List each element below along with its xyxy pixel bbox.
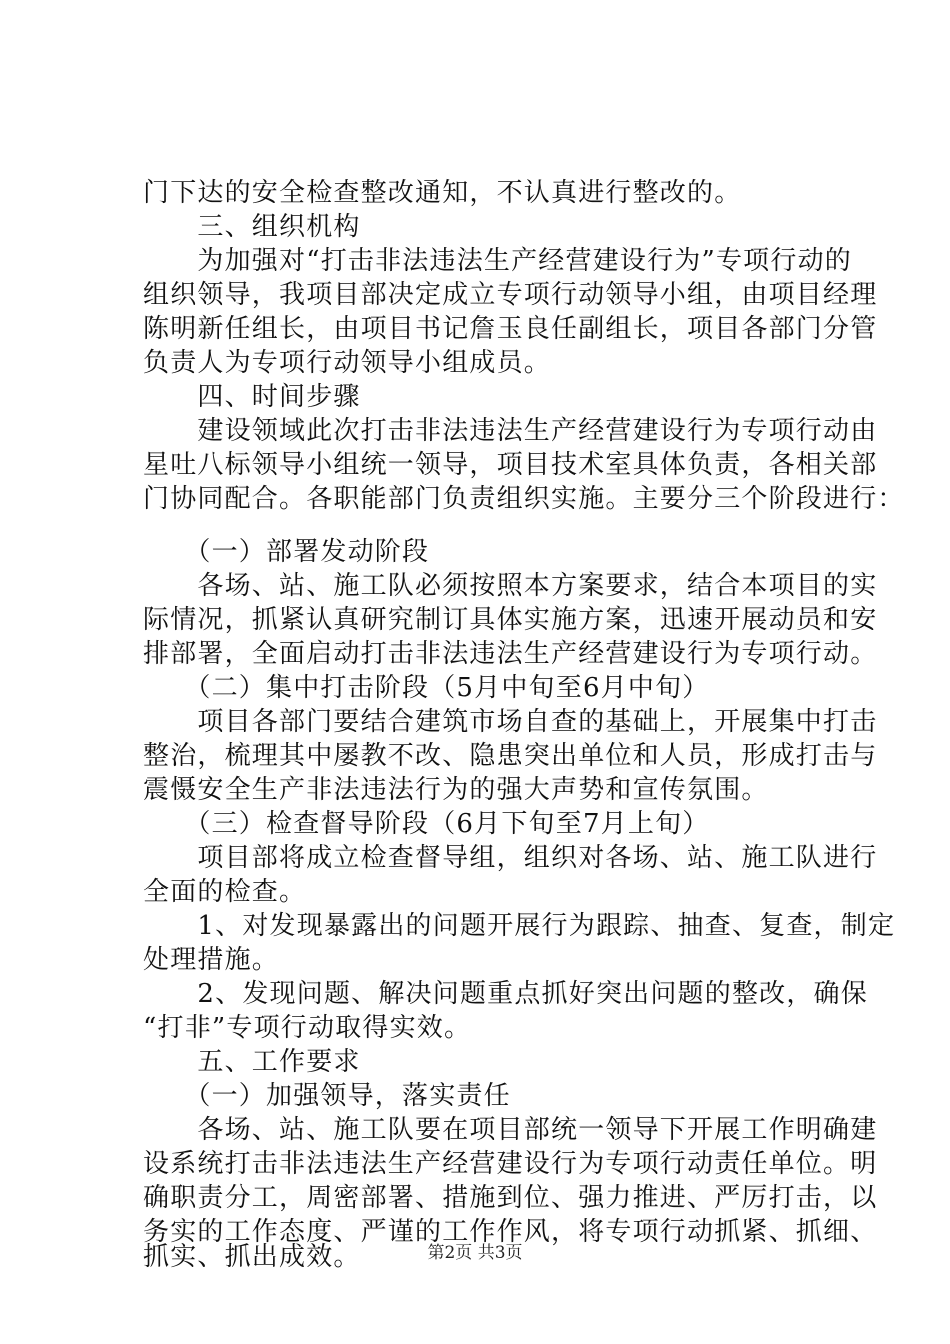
subsection-heading: （三）检查督导阶段（6月下旬至7月上旬）: [143, 809, 710, 839]
text-line: 排部署，全面启动打击非法违法生产经营建设行为专项行动。: [143, 639, 878, 669]
text-line: “打非”专项行动取得实效。: [143, 1013, 472, 1043]
subsection-heading: （一）部署发动阶段: [143, 537, 430, 567]
text-line: 各场、站、施工队要在项目部统一领导下开展工作明确建: [143, 1115, 878, 1145]
text-line: 门协同配合。各职能部门负责组织实施。主要分三个阶段进行：: [143, 484, 905, 514]
text-line: 全面的检查。: [143, 877, 307, 907]
section-heading: 三、组织机构: [143, 212, 361, 242]
text-line: 际情况，抓紧认真研究制订具体实施方案，迅速开展动员和安: [143, 605, 878, 635]
text-line: 务实的工作态度、严谨的工作作风，将专项行动抓紧、抓细、: [143, 1217, 878, 1247]
text-line: 星吐八标领导小组统一领导，项目技术室具体负责，各相关部: [143, 450, 878, 480]
text-line: 项目各部门要结合建筑市场自查的基础上，开展集中打击: [143, 707, 878, 737]
text-line: 处理措施。: [143, 945, 280, 975]
subsection-heading: （二）集中打击阶段（5月中旬至6月中旬）: [143, 673, 710, 703]
text-line: 抓实、抓出成效。: [143, 1242, 361, 1272]
section-heading: 四、时间步骤: [143, 382, 361, 412]
page-number: 第2页 共3页: [427, 1243, 523, 1263]
list-item: 1、对发现暴露出的问题开展行为跟踪、抽查、复查，制定: [143, 911, 896, 941]
text-line: 组织领导，我项目部决定成立专项行动领导小组，由项目经理: [143, 280, 878, 310]
section-heading: 五、工作要求: [143, 1047, 361, 1077]
text-line: 项目部将成立检查督导组，组织对各场、站、施工队进行: [143, 843, 878, 873]
text-line: 震慑安全生产非法违法行为的强大声势和宣传氛围。: [143, 775, 769, 805]
text-line: 确职责分工，周密部署、措施到位、强力推进、严厉打击，以: [143, 1183, 878, 1213]
text-line: 建设领域此次打击非法违法生产经营建设行为专项行动由: [143, 416, 878, 446]
list-item: 2、发现问题、解决问题重点抓好突出问题的整改，确保: [143, 979, 868, 1009]
text-line: 各场、站、施工队必须按照本方案要求，结合本项目的实: [143, 571, 878, 601]
text-line: 负责人为专项行动领导小组成员。: [143, 348, 552, 378]
text-line: 整治，梳理其中屡教不改、隐患突出单位和人员，形成打击与: [143, 741, 878, 771]
subsection-heading: （一）加强领导，落实责任: [143, 1081, 511, 1111]
text-line: 设系统打击非法违法生产经营建设行为专项行动责任单位。明: [143, 1149, 878, 1179]
text-line: 为加强对“打击非法违法生产经营建设行为”专项行动的: [143, 246, 852, 276]
text-line: 陈明新任组长，由项目书记詹玉良任副组长，项目各部门分管: [143, 314, 878, 344]
text-line: 门下达的安全检查整改通知，不认真进行整改的。: [143, 178, 742, 208]
